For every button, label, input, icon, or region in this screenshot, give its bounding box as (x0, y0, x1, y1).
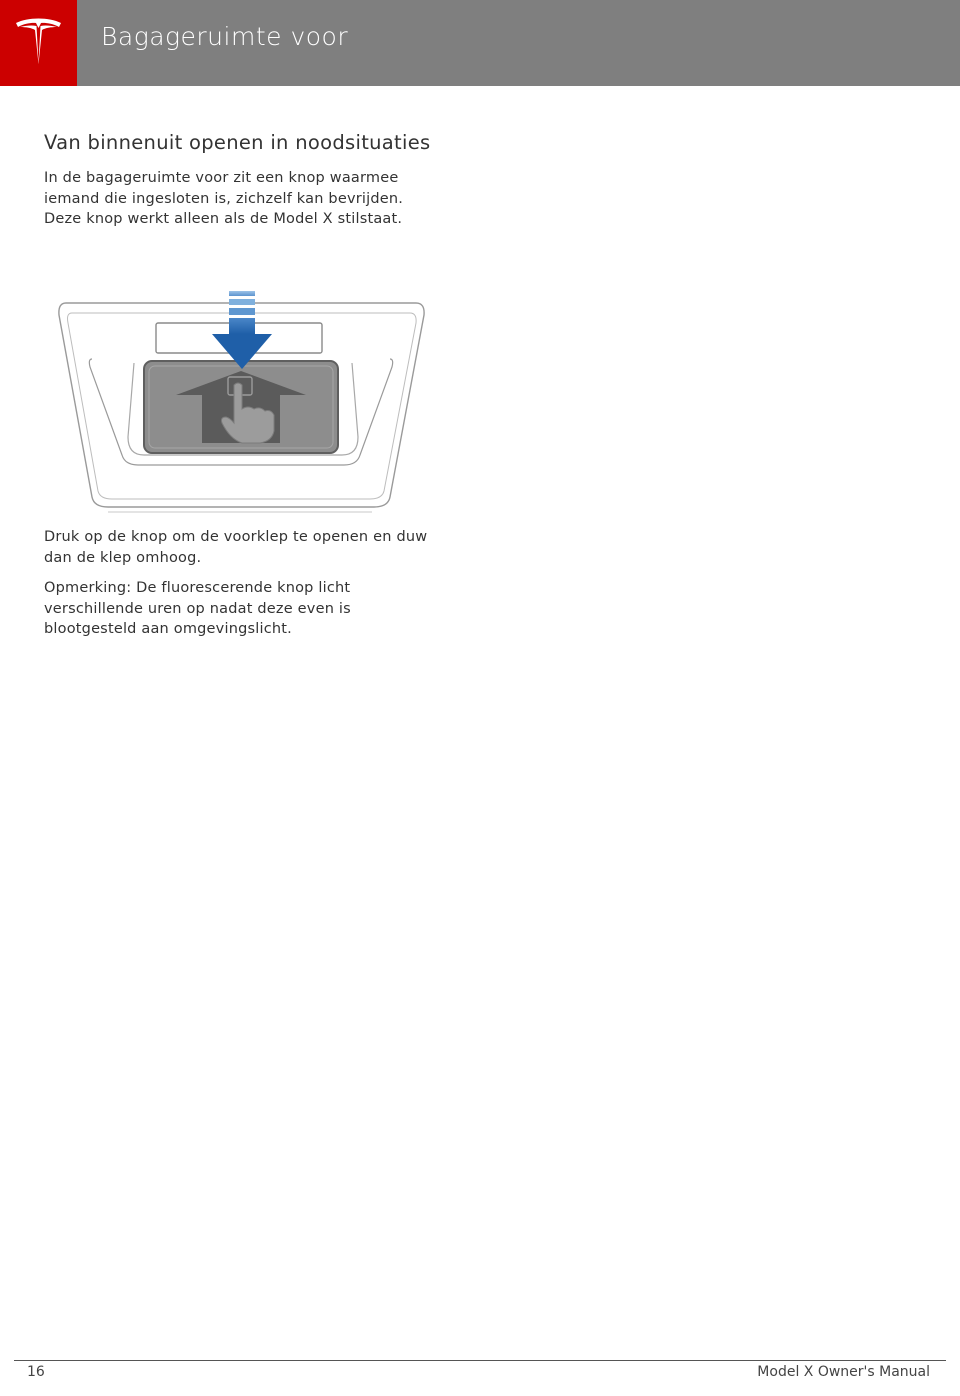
page-header (0, 0, 960, 86)
note-paragraph: Opmerking: De fluorescerende knop licht verschillende uren op nadat deze even is blootgesteld aan omgevingslicht. (44, 580, 351, 637)
section-title: Van binnenuit openen in noodsituaties (44, 131, 431, 154)
intro-paragraph: In de bagageruimte voor zit een knop waarmee iemand die ingesloten is, zichzelf kan bevrijden. Deze knop werkt alleen als de Model X stilstaat. (44, 170, 404, 227)
instructions-block (44, 527, 444, 650)
instruction-paragraph: Druk op de knop om de voorklep te openen en duw dan de klep omhoog. (44, 529, 428, 566)
logo-box (0, 0, 77, 86)
tesla-logo-icon (14, 17, 63, 67)
page-title: Bagageruimte voor (101, 22, 349, 51)
section-content (44, 130, 444, 230)
manual-name: Model X Owner's Manual (757, 1364, 930, 1380)
page-number: 16 (27, 1364, 45, 1380)
emergency-release-button-illustration (52, 285, 432, 515)
footer-divider (14, 1360, 946, 1361)
